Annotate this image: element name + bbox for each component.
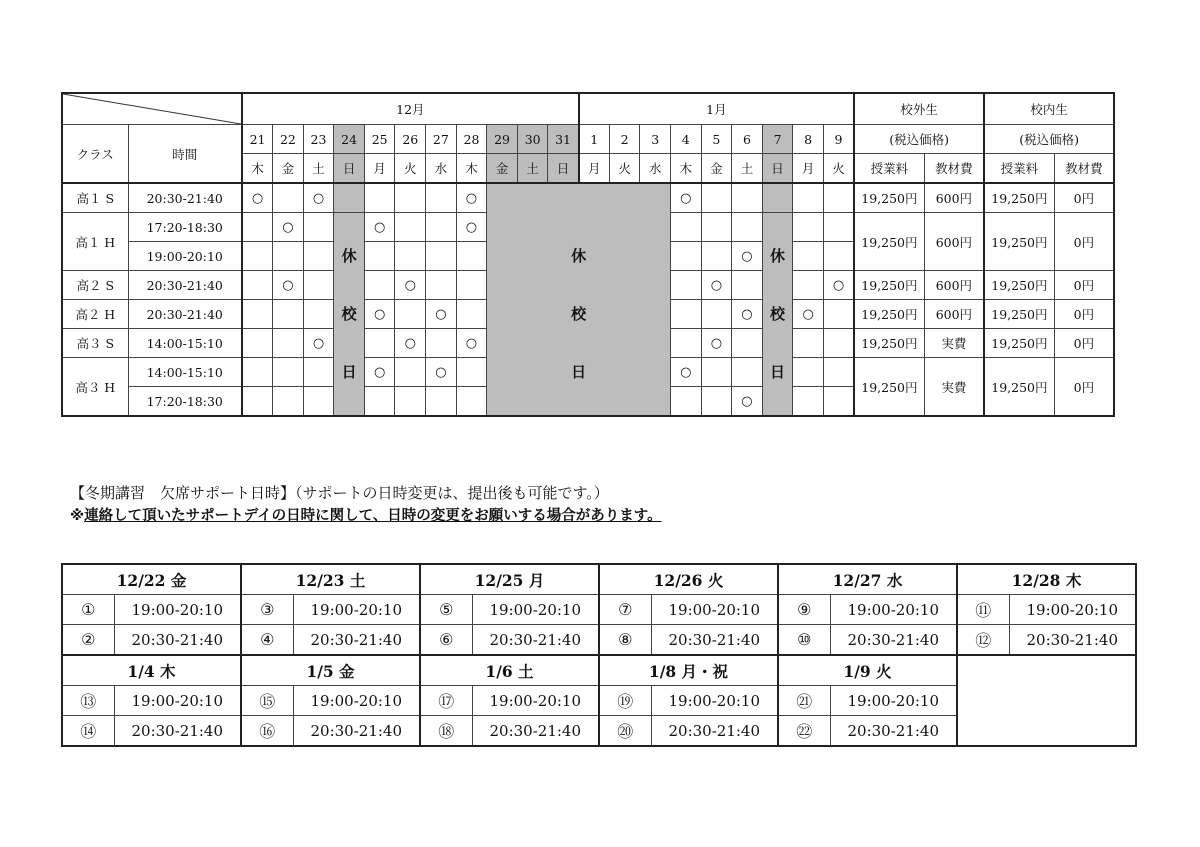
slot-number: ㉑	[778, 686, 830, 716]
inside-tuition: 19,250円	[984, 183, 1054, 213]
date-cell: 28	[456, 125, 487, 154]
month-january: 1月	[579, 93, 854, 125]
outside-material: 実費	[924, 358, 984, 417]
inside-tuition: 19,250円	[984, 213, 1054, 271]
weekday-cell: 火	[395, 154, 426, 184]
support-day-header: 12/28 木	[957, 564, 1136, 595]
support-day-header: 12/22 金	[62, 564, 241, 595]
date-cell: 2	[609, 125, 640, 154]
empty-cell	[793, 271, 824, 300]
empty-cell	[732, 329, 763, 358]
empty-cell	[426, 271, 457, 300]
outside-material: 600円	[924, 271, 984, 300]
support-day-header: 1/5 金	[241, 655, 420, 686]
empty-cell	[242, 242, 273, 271]
slot-number: ③	[241, 595, 293, 625]
closed-char: 休	[341, 247, 357, 265]
slot-time: 20:30-21:40	[293, 625, 420, 656]
empty-cell	[242, 387, 273, 417]
lesson-mark: ○	[732, 300, 763, 329]
empty-cell	[732, 213, 763, 242]
class-name: 高３ H	[62, 358, 128, 417]
slot-time: 20:30-21:40	[1009, 625, 1136, 656]
empty-cell	[823, 358, 854, 387]
slot-time: 20:30-21:40	[651, 716, 778, 747]
weekday-cell: 火	[823, 154, 854, 184]
empty-cell	[273, 329, 304, 358]
schedule-table	[61, 92, 1115, 417]
outside-tuition: 19,250円	[854, 300, 924, 329]
class-name: 高１ H	[62, 213, 128, 271]
date-cell: 5	[701, 125, 732, 154]
empty-cell	[395, 358, 426, 387]
empty-cell	[364, 271, 395, 300]
slot-number: ④	[241, 625, 293, 656]
lesson-mark: ○	[701, 329, 732, 358]
slot-time: 20:30-21:40	[472, 716, 599, 747]
empty-cell	[242, 329, 273, 358]
weekday-cell: 土	[303, 154, 334, 184]
slot-time: 19:00-20:10	[293, 686, 420, 716]
empty-cell	[395, 300, 426, 329]
empty-cell	[732, 358, 763, 387]
slot-time: 19:00-20:10	[651, 686, 778, 716]
support-day-header: 1/4 木	[62, 655, 241, 686]
empty-cell	[303, 213, 334, 242]
closed-char: 校	[341, 305, 357, 323]
empty-cell	[670, 213, 701, 242]
inside-material-header: 教材費	[1054, 154, 1114, 184]
outside-material: 600円	[924, 213, 984, 271]
lesson-mark: ○	[426, 300, 457, 329]
support-day-header: 12/26 火	[599, 564, 778, 595]
empty-cell	[303, 300, 334, 329]
empty-cell	[823, 213, 854, 242]
empty-cell	[426, 183, 457, 213]
slot-number: ①	[62, 595, 114, 625]
empty-cell	[242, 358, 273, 387]
empty-cell	[670, 329, 701, 358]
weekday-cell: 木	[456, 154, 487, 184]
empty-cell	[456, 300, 487, 329]
weekday-cell: 日	[334, 154, 365, 184]
empty-cell	[364, 387, 395, 417]
closed-day-label	[762, 213, 793, 417]
slot-time: 19:00-20:10	[1009, 595, 1136, 625]
date-cell: 7	[762, 125, 793, 154]
month-december: 12月	[242, 93, 579, 125]
class-time: 20:30-21:40	[128, 183, 242, 213]
empty-cell	[456, 271, 487, 300]
empty-cell	[456, 387, 487, 417]
outside-material-header: 教材費	[924, 154, 984, 184]
closed-char: 校	[571, 305, 587, 323]
lesson-mark: ○	[426, 358, 457, 387]
support-day-header: 1/6 土	[420, 655, 599, 686]
outside-tuition: 19,250円	[854, 183, 924, 213]
lesson-mark: ○	[364, 300, 395, 329]
slot-time: 19:00-20:10	[472, 686, 599, 716]
notes-warning-text: 連絡して頂いたサポートデイの日時に関して、日時の変更をお願いする場合があります。	[84, 508, 662, 524]
inside-tuition: 19,250円	[984, 271, 1054, 300]
class-name: 高３ S	[62, 329, 128, 358]
lesson-mark: ○	[303, 183, 334, 213]
lesson-mark: ○	[732, 242, 763, 271]
date-cell: 29	[487, 125, 518, 154]
empty-cell	[395, 387, 426, 417]
slot-number: ⑧	[599, 625, 651, 656]
weekday-cell: 火	[609, 154, 640, 184]
inside-material: 0円	[1054, 271, 1114, 300]
class-header: クラス	[62, 125, 128, 184]
empty-cell	[395, 183, 426, 213]
time-header: 時間	[128, 125, 242, 184]
empty-cell	[303, 387, 334, 417]
support-table	[61, 563, 1137, 747]
slot-time: 20:30-21:40	[293, 716, 420, 747]
lesson-mark: ○	[242, 183, 273, 213]
slot-number: ②	[62, 625, 114, 656]
weekday-cell: 日	[762, 154, 793, 184]
slot-number: ⑫	[957, 625, 1009, 656]
empty-cell	[242, 271, 273, 300]
date-cell: 25	[364, 125, 395, 154]
diagonal-line	[63, 94, 241, 124]
class-time: 17:20-18:30	[128, 213, 242, 242]
empty-cell	[670, 387, 701, 417]
empty-cell	[701, 242, 732, 271]
inside-tuition-header: 授業料	[984, 154, 1054, 184]
date-cell: 21	[242, 125, 273, 154]
header-corner	[62, 93, 242, 125]
slot-time: 19:00-20:10	[472, 595, 599, 625]
weekday-cell: 日	[548, 154, 579, 184]
date-cell: 22	[273, 125, 304, 154]
class-time: 19:00-20:10	[128, 242, 242, 271]
class-time: 14:00-15:10	[128, 358, 242, 387]
weekday-cell: 月	[364, 154, 395, 184]
empty-cell	[823, 242, 854, 271]
empty-cell	[823, 387, 854, 417]
slot-number: ⑬	[62, 686, 114, 716]
empty-cell	[670, 300, 701, 329]
empty-area	[957, 655, 1136, 746]
empty-cell	[701, 183, 732, 213]
empty-cell	[303, 358, 334, 387]
weekday-cell: 土	[517, 154, 548, 184]
empty-cell	[670, 242, 701, 271]
date-cell: 6	[732, 125, 763, 154]
date-cell: 1	[579, 125, 610, 154]
slot-number: ⑳	[599, 716, 651, 747]
lesson-mark: ○	[823, 271, 854, 300]
empty-cell	[701, 387, 732, 417]
weekday-cell: 金	[273, 154, 304, 184]
support-day-header: 1/8 月・祝	[599, 655, 778, 686]
weekday-cell: 木	[242, 154, 273, 184]
outside-material: 600円	[924, 300, 984, 329]
lesson-mark: ○	[395, 329, 426, 358]
slot-number: ⑩	[778, 625, 830, 656]
inside-tuition: 19,250円	[984, 329, 1054, 358]
lesson-mark: ○	[273, 213, 304, 242]
empty-cell	[793, 387, 824, 417]
empty-cell	[426, 213, 457, 242]
lesson-mark: ○	[670, 183, 701, 213]
slot-number: ⑪	[957, 595, 1009, 625]
support-day-header: 1/9 火	[778, 655, 957, 686]
inside-tuition: 19,250円	[984, 358, 1054, 417]
slot-number: ⑲	[599, 686, 651, 716]
slot-number: ⑭	[62, 716, 114, 747]
class-time: 14:00-15:10	[128, 329, 242, 358]
empty-cell	[426, 387, 457, 417]
inside-material: 0円	[1054, 183, 1114, 213]
empty-cell	[273, 358, 304, 387]
notes-warning	[70, 505, 662, 528]
date-cell: 26	[395, 125, 426, 154]
slot-number: ㉒	[778, 716, 830, 747]
date-cell: 30	[517, 125, 548, 154]
slot-number: ⑱	[420, 716, 472, 747]
empty-cell	[670, 271, 701, 300]
slot-number: ⑮	[241, 686, 293, 716]
empty-cell	[242, 300, 273, 329]
empty-cell	[364, 183, 395, 213]
empty-cell	[793, 329, 824, 358]
lesson-mark: ○	[456, 183, 487, 213]
date-cell: 27	[426, 125, 457, 154]
holiday-block	[487, 183, 671, 416]
inside-student-title: 校内生	[984, 93, 1114, 125]
date-cell: 23	[303, 125, 334, 154]
weekday-cell: 月	[793, 154, 824, 184]
empty-cell	[793, 242, 824, 271]
class-time: 20:30-21:40	[128, 271, 242, 300]
slot-time: 19:00-20:10	[114, 595, 241, 625]
lesson-mark: ○	[395, 271, 426, 300]
support-day-header: 12/23 土	[241, 564, 420, 595]
class-name: 高２ S	[62, 271, 128, 300]
outside-material: 600円	[924, 183, 984, 213]
outside-tuition: 19,250円	[854, 213, 924, 271]
class-row	[62, 183, 1114, 213]
slot-time: 19:00-20:10	[830, 686, 957, 716]
slot-time: 19:00-20:10	[293, 595, 420, 625]
closed-day-label	[334, 213, 365, 417]
lesson-mark: ○	[364, 358, 395, 387]
date-cell: 31	[548, 125, 579, 154]
slot-time: 20:30-21:40	[114, 625, 241, 656]
weekday-cell: 金	[487, 154, 518, 184]
closed-char: 日	[341, 363, 357, 381]
lesson-mark: ○	[456, 213, 487, 242]
slot-number: ⑤	[420, 595, 472, 625]
inside-price-note: (税込価格)	[984, 125, 1114, 154]
slot-time: 20:30-21:40	[830, 716, 957, 747]
weekday-cell: 水	[640, 154, 671, 184]
closed-char: 休	[571, 247, 587, 265]
date-cell: 24	[334, 125, 365, 154]
date-cell: 4	[670, 125, 701, 154]
inside-material: 0円	[1054, 329, 1114, 358]
inside-material: 0円	[1054, 300, 1114, 329]
slot-number: ⑥	[420, 625, 472, 656]
outside-material: 実費	[924, 329, 984, 358]
outside-tuition: 19,250円	[854, 358, 924, 417]
lesson-mark: ○	[732, 387, 763, 417]
closed-char: 校	[770, 305, 786, 323]
class-time: 20:30-21:40	[128, 300, 242, 329]
slot-time: 20:30-21:40	[114, 716, 241, 747]
closed-char: 日	[571, 363, 587, 381]
support-day-header: 12/27 水	[778, 564, 957, 595]
slot-time: 19:00-20:10	[114, 686, 241, 716]
empty-cell	[273, 183, 304, 213]
outside-tuition-header: 授業料	[854, 154, 924, 184]
empty-cell	[242, 213, 273, 242]
empty-cell	[456, 358, 487, 387]
empty-cell	[273, 242, 304, 271]
notes-heading: 【冬期講習 欠席サポート日時】（サポートの日時変更は、提出後も可能です。）	[70, 484, 609, 502]
weekday-cell: 金	[701, 154, 732, 184]
date-cell: 9	[823, 125, 854, 154]
empty-cell	[303, 242, 334, 271]
inside-material: 0円	[1054, 358, 1114, 417]
support-notes	[70, 482, 662, 528]
empty-cell	[426, 329, 457, 358]
date-cell: 3	[640, 125, 671, 154]
slot-number: ⑰	[420, 686, 472, 716]
lesson-mark: ○	[670, 358, 701, 387]
weekday-cell: 水	[426, 154, 457, 184]
empty-cell	[793, 183, 824, 213]
empty-cell	[273, 387, 304, 417]
lesson-mark: ○	[793, 300, 824, 329]
lesson-mark: ○	[456, 329, 487, 358]
slot-number: ⑯	[241, 716, 293, 747]
empty-cell	[823, 300, 854, 329]
empty-cell	[732, 271, 763, 300]
slot-time: 20:30-21:40	[651, 625, 778, 656]
lesson-mark: ○	[701, 271, 732, 300]
empty-cell	[395, 213, 426, 242]
date-cell: 8	[793, 125, 824, 154]
empty-cell	[701, 213, 732, 242]
closed-day-column	[762, 183, 793, 213]
empty-cell	[701, 358, 732, 387]
empty-cell	[364, 242, 395, 271]
slot-time: 20:30-21:40	[830, 625, 957, 656]
lesson-mark: ○	[303, 329, 334, 358]
lesson-mark: ○	[273, 271, 304, 300]
lesson-mark: ○	[364, 213, 395, 242]
class-name: 高２ H	[62, 300, 128, 329]
inside-material: 0円	[1054, 213, 1114, 271]
empty-cell	[793, 213, 824, 242]
class-name: 高１ S	[62, 183, 128, 213]
empty-cell	[303, 271, 334, 300]
empty-cell	[364, 329, 395, 358]
empty-cell	[823, 183, 854, 213]
outside-tuition: 19,250円	[854, 271, 924, 300]
empty-cell	[732, 183, 763, 213]
weekday-cell: 土	[732, 154, 763, 184]
slot-time: 19:00-20:10	[830, 595, 957, 625]
empty-cell	[456, 242, 487, 271]
class-time: 17:20-18:30	[128, 387, 242, 417]
slot-time: 20:30-21:40	[472, 625, 599, 656]
inside-tuition: 19,250円	[984, 300, 1054, 329]
empty-cell	[426, 242, 457, 271]
slot-number: ⑦	[599, 595, 651, 625]
support-day-header: 12/25 月	[420, 564, 599, 595]
empty-cell	[793, 358, 824, 387]
closed-char: 日	[770, 363, 786, 381]
weekday-cell: 木	[670, 154, 701, 184]
empty-cell	[395, 242, 426, 271]
notes-warning-mark: ※	[70, 508, 85, 524]
slot-number: ⑨	[778, 595, 830, 625]
outside-tuition: 19,250円	[854, 329, 924, 358]
empty-cell	[823, 329, 854, 358]
closed-day-column	[334, 183, 365, 213]
outside-price-note: (税込価格)	[854, 125, 984, 154]
outside-student-title: 校外生	[854, 93, 984, 125]
slot-time: 19:00-20:10	[651, 595, 778, 625]
weekday-cell: 月	[579, 154, 610, 184]
empty-cell	[273, 300, 304, 329]
empty-cell	[701, 300, 732, 329]
closed-char: 休	[770, 247, 786, 265]
